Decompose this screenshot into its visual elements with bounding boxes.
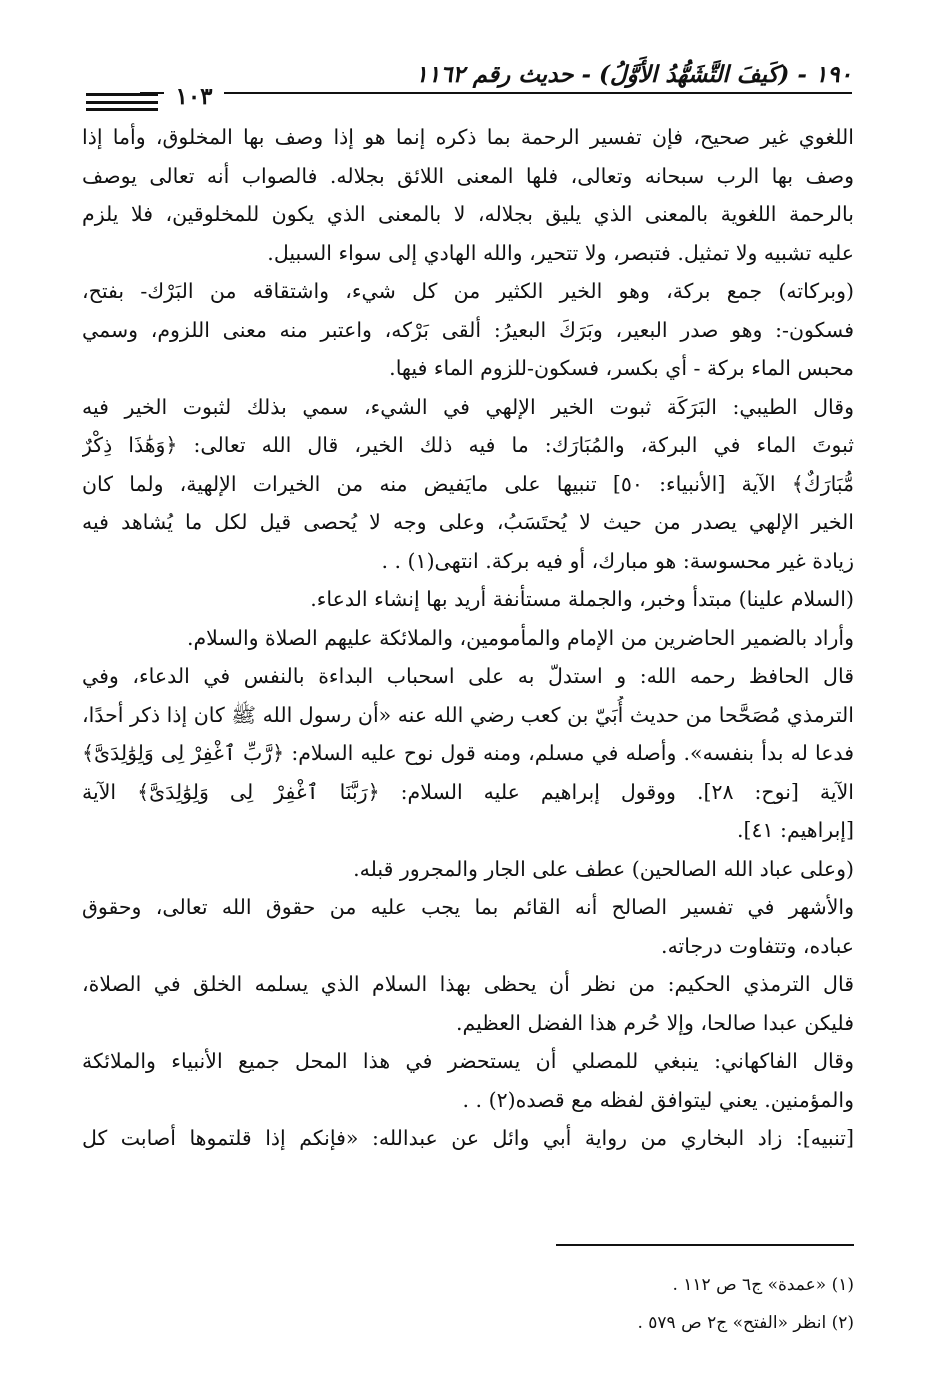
text-line: والمؤمنين. يعني ليتوافق لفظه مع قصده(٢) . . <box>462 1087 854 1112</box>
text-line: عباده، وتتفاوت درجاته. <box>661 933 854 958</box>
text-line: وقال الفاكهاني: ينبغي للمصلي أن يستحضر في هذا المحل جميع الأنبياء والملائكة <box>82 1049 854 1073</box>
text-line: مُّبَارَكٌ﴾ الآية [الأنبياء: ٥٠] تنبيها على مايَفيض منه من الخيرات الإلهية، ولما كان <box>82 471 854 496</box>
text-line: بالرحمة اللغوية بالمعنى الذي يليق بجلاله، لا بالمعنى الذي يكون للمخلوقين، فلا يلزم <box>82 202 854 226</box>
text-line: (وبركاته) جمع بركة، وهو الخير الكثير من كل شيء، واشتقاقه من البَرْك- بفتح، <box>82 279 854 303</box>
text-line: (السلام علينا) مبتدأ وخبر، والجملة مستأنفة أريد بها إنشاء الدعاء. <box>310 587 854 611</box>
page-number-rule <box>86 93 158 96</box>
text-line: الخير الإلهي يصدر من حيث لا يُحتَسَبُ، وعلى وجه لا يُحصى قيل لكل ما يُشاهد فيه <box>82 510 854 534</box>
page-number-rule <box>86 101 158 104</box>
text-line: قال الحافظ رحمه الله: و استدلّ به على اسحباب البداءة بالنفس في الدعاء، وفي <box>82 664 854 688</box>
text-line: وأراد بالضمير الحاضرين من الإمام والمأمومين، والملائكة عليهم الصلاة والسلام. <box>186 625 854 650</box>
text-line: زيادة غير محسوسة: هو مبارك، أو فيه بركة. انتهى(١) . . <box>381 548 854 573</box>
text-line: فسكون-: وهو صدر البعير، وبَرَكَ البعيرُ: ألقى بَرْكه، واعتبر منه معنى اللزوم، وسمي <box>82 317 854 342</box>
text-line: والأشهر في تفسير الصالح أنه القائم بما يجب عليه من حقوق الله تعالى، وحقوق <box>82 895 854 919</box>
text-line: عليه تشبيه ولا تمثيل. فتبصر، ولا تتحير، والله الهادي إلى سواء السبيل. <box>267 240 854 265</box>
text-line: ثبوتَ الماء في البركة، والمُبَارَك: ما فيه ذلك الخير، قال الله تعالى: ﴿وَهَٰذَا ذِكْرٌ <box>82 433 854 457</box>
text-line: محبس الماء بركة - أي بكسر، فسكون-للزوم الماء فيها. <box>389 356 854 380</box>
footnotes <box>82 1266 854 1342</box>
header-rule <box>140 92 852 94</box>
text-line: [تنبيه]: زاد البخاري من رواية أبي وائل عن عبدالله: «فإنكم إذا قلتموها أصابت كل <box>82 1126 854 1150</box>
text-line: فليكن عبدا صالحا، وإلا حُرم هذا الفضل العظيم. <box>455 1010 854 1035</box>
text-line: [إبراهيم: ٤١]. <box>736 818 854 842</box>
page-number: ١٠٣ <box>164 82 224 112</box>
text-line: (وعلى عباد الله الصالحين) عطف على الجار والمجرور قبله. <box>353 856 854 881</box>
text-line: الترمذي مُصَحَّحا من حديث أُبَيّ بن كعب رضي الله عنه «أن رسول الله ﷺ كان إذا ذكر أحدًا، <box>82 702 854 727</box>
running-title: ١٩٠ - (كَيفَ التَّشَهُّدُ الأَوَّلُ) - حديث رقم ١١٦٢ <box>415 61 852 88</box>
text-line: وصف بها الرب سبحانه وتعالى، فلها المعنى اللائق بجلاله. فالصواب أنه تعالى يوصف <box>82 163 854 188</box>
text-line: اللغوي غير صحيح، فإن تفسير الرحمة بما ذكره إنما هو إذا وصف بها المخلوق، وأما إذا <box>82 125 854 149</box>
body-text <box>82 118 854 1158</box>
footnote: (١) «عمدة» ج٦ ص ١١٢ . <box>672 1275 854 1295</box>
text-line: قال الترمذي الحكيم: من نظر أن يحظى بهذا السلام الذي يسلمه الخلق في الصلاة، <box>82 972 854 996</box>
text-line: الآية [نوح: ٢٨]. ووقول إبراهيم عليه السلام: ﴿رَبَّنَا ٱغْفِرْ لِى وَلِوَٰلِدَىَّ﴾ الآية <box>82 779 854 804</box>
text-line: فدعا له بدأ بنفسه». وأصله في مسلم، ومنه قول نوح عليه السلام: ﴿رَّبِّ ٱغْفِرْ لِى وَلِوَٰلِدَىَّ﴾ <box>82 741 854 765</box>
text-line: وقال الطيبي: البَرَكَة ثبوت الخير الإلهي في الشيء، سمي بذلك لثبوت الخير فيه <box>82 394 854 419</box>
page-number-rule <box>86 108 158 111</box>
footnote-rule <box>556 1244 854 1246</box>
footnote: (٢) انظر «الفتح» ج٢ ص ٥٧٩ . <box>637 1313 854 1333</box>
